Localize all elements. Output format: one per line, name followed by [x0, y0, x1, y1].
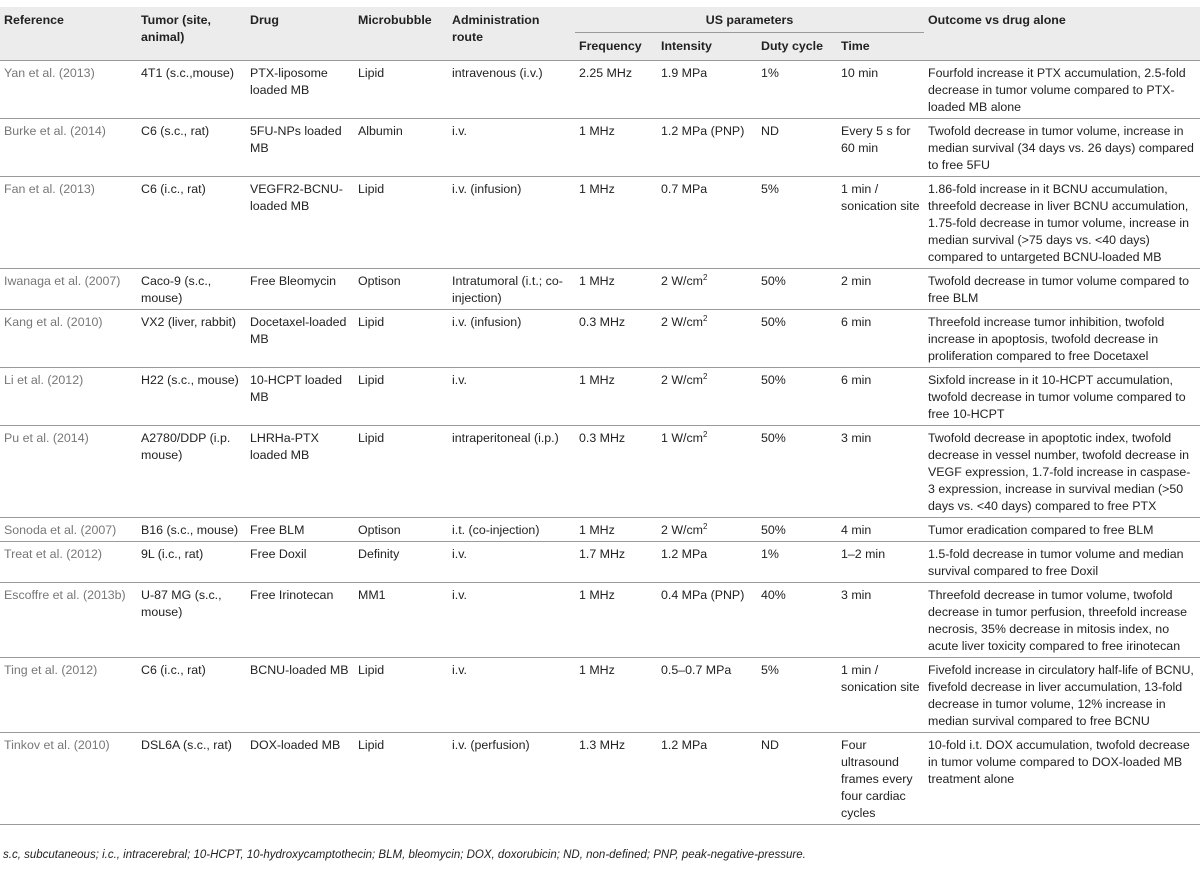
time-cell-text: 10 min — [841, 66, 879, 80]
frequency-cell — [575, 119, 657, 177]
tumor-cell-text: 9L (i.c., rat) — [141, 547, 204, 561]
time-cell-text: 6 min — [841, 315, 872, 329]
outcome-cell — [924, 177, 1200, 269]
header-outcome: Outcome vs drug alone — [924, 7, 1200, 61]
tumor-cell — [137, 426, 246, 518]
microbubble-cell-text: Lipid — [358, 373, 385, 387]
reference-cell — [0, 518, 137, 542]
duty-cycle-cell-text: 40% — [761, 588, 786, 602]
tumor-cell — [137, 310, 246, 368]
time-cell — [837, 542, 924, 583]
duty-cycle-cell-text: 1% — [761, 547, 779, 561]
drug-cell — [246, 733, 354, 825]
frequency-cell — [575, 61, 657, 119]
outcome-cell — [924, 542, 1200, 583]
route-cell-text: i.v. — [452, 547, 467, 561]
outcome-cell — [924, 583, 1200, 658]
reference-cell — [0, 177, 137, 269]
route-cell — [448, 368, 575, 426]
outcome-cell-text: 10-fold i.t. DOX accumulation, twofold decrease in tumor volume compared to DOX-loaded MB treatment alone — [928, 738, 1190, 786]
microbubble-cell-text: Definity — [358, 547, 400, 561]
table-row — [0, 269, 1200, 310]
tumor-cell — [137, 119, 246, 177]
drug-cell — [246, 119, 354, 177]
frequency-cell — [575, 177, 657, 269]
frequency-cell-text: 1.3 MHz — [579, 738, 626, 752]
tumor-cell — [137, 177, 246, 269]
drug-cell-text: Free BLM — [250, 523, 305, 537]
intensity-cell-text: 1.2 MPa — [661, 547, 708, 561]
frequency-cell — [575, 426, 657, 518]
microbubble-cell-text: Albumin — [358, 124, 403, 138]
time-cell-text: Every 5 s for 60 min — [841, 124, 911, 155]
tumor-cell-text: H22 (s.c., mouse) — [141, 373, 239, 387]
reference-cell — [0, 119, 137, 177]
drug-cell-text: LHRHa-PTX loaded MB — [250, 431, 319, 462]
frequency-cell — [575, 583, 657, 658]
frequency-cell-text: 1 MHz — [579, 588, 615, 602]
tumor-cell — [137, 368, 246, 426]
reference-cell-text: Kang et al. (2010) — [4, 315, 103, 329]
microbubble-cell — [354, 177, 448, 269]
reference-cell-text: Pu et al. (2014) — [4, 431, 89, 445]
duty-cycle-cell — [757, 583, 837, 658]
intensity-cell — [657, 269, 757, 310]
time-cell — [837, 177, 924, 269]
tumor-cell-text: C6 (s.c., rat) — [141, 124, 210, 138]
intensity-cell — [657, 426, 757, 518]
microbubble-cell — [354, 733, 448, 825]
intensity-cell — [657, 61, 757, 119]
time-cell — [837, 583, 924, 658]
drug-cell — [246, 658, 354, 733]
microbubble-cell — [354, 518, 448, 542]
route-cell-text: Intratumoral (i.t.; co-injection) — [452, 274, 563, 305]
duty-cycle-cell-text: ND — [761, 124, 779, 138]
outcome-cell-text: Fourfold increase it PTX accumulation, 2.5-fold decrease in tumor volume compared to PTX-loaded MB alone — [928, 66, 1186, 114]
reference-cell — [0, 583, 137, 658]
outcome-cell-text: 1.86-fold increase in it BCNU accumulation, threefold decrease in liver BCNU accumulation, 1.75-fold decrease in tumor volume, increase in median survival (>75 days vs. <40 days) compared to untargeted BCNU-loaded MB — [928, 182, 1190, 264]
drug-cell — [246, 177, 354, 269]
outcome-cell-text: 1.5-fold decrease in tumor volume and median survival compared to free Doxil — [928, 547, 1184, 578]
frequency-cell-text: 0.3 MHz — [579, 431, 626, 445]
time-cell-text: 1 min / sonication site — [841, 663, 920, 694]
reference-cell — [0, 733, 137, 825]
route-cell-text: i.v. — [452, 373, 467, 387]
time-cell — [837, 269, 924, 310]
duty-cycle-cell-text: 50% — [761, 373, 786, 387]
tumor-cell-text: A2780/DDP (i.p. mouse) — [141, 431, 231, 462]
microbubble-cell — [354, 61, 448, 119]
table-row — [0, 426, 1200, 518]
outcome-cell-text: Twofold decrease in tumor volume, increase in median survival (34 days vs. 26 days) compared to free 5FU — [928, 124, 1194, 172]
tumor-cell — [137, 269, 246, 310]
table-row — [0, 310, 1200, 368]
tumor-cell-text: C6 (i.c., rat) — [141, 663, 206, 677]
route-cell-text: i.t. (co-injection) — [452, 523, 540, 537]
reference-cell-text: Treat et al. (2012) — [4, 547, 103, 561]
outcome-cell — [924, 658, 1200, 733]
intensity-cell — [657, 658, 757, 733]
drug-cell — [246, 426, 354, 518]
intensity-cell-text: 1.2 MPa — [661, 738, 708, 752]
route-cell-text: i.v. (perfusion) — [452, 738, 530, 752]
duty-cycle-cell — [757, 368, 837, 426]
route-cell — [448, 518, 575, 542]
reference-cell-text: Ting et al. (2012) — [4, 663, 98, 677]
drug-cell-text: BCNU-loaded MB — [250, 663, 349, 677]
duty-cycle-cell — [757, 426, 837, 518]
reference-cell — [0, 542, 137, 583]
tumor-cell-text: DSL6A (s.c., rat) — [141, 738, 232, 752]
intensity-cell-text: 2 W/cm — [661, 274, 703, 288]
intensity-cell — [657, 119, 757, 177]
table-row — [0, 368, 1200, 426]
drug-cell-text: 10-HCPT loaded MB — [250, 373, 343, 404]
reference-cell-text: Tinkov et al. (2010) — [4, 738, 110, 752]
route-cell — [448, 426, 575, 518]
reference-cell — [0, 658, 137, 733]
intensity-cell-text: 2 W/cm — [661, 315, 703, 329]
route-cell-text: i.v. — [452, 663, 467, 677]
drug-cell-text: Free Doxil — [250, 547, 307, 561]
tumor-cell — [137, 583, 246, 658]
reference-cell-text: Iwanaga et al. (2007) — [4, 274, 121, 288]
reference-cell — [0, 269, 137, 310]
header-intensity: Intensity — [657, 33, 757, 61]
outcome-cell — [924, 269, 1200, 310]
microbubble-cell — [354, 426, 448, 518]
microbubble-cell-text: Lipid — [358, 315, 385, 329]
intensity-cell-text: 1.9 MPa — [661, 66, 708, 80]
frequency-cell — [575, 368, 657, 426]
duty-cycle-cell — [757, 61, 837, 119]
intensity-cell — [657, 310, 757, 368]
reference-cell-text: Yan et al. (2013) — [4, 66, 95, 80]
route-cell — [448, 733, 575, 825]
duty-cycle-cell-text: 5% — [761, 182, 779, 196]
outcome-cell — [924, 733, 1200, 825]
outcome-cell-text: Threefold increase tumor inhibition, twofold increase in apoptosis, twofold decrease in proliferation compared to free Docetaxel — [928, 315, 1165, 363]
tumor-cell — [137, 658, 246, 733]
intensity-superscript: 2 — [703, 371, 708, 381]
table-row — [0, 733, 1200, 825]
header-tumor: Tumor (site, animal) — [137, 7, 246, 61]
microbubble-cell — [354, 658, 448, 733]
time-cell — [837, 733, 924, 825]
table-row — [0, 518, 1200, 542]
drug-cell-text: 5FU-NPs loaded MB — [250, 124, 342, 155]
intensity-cell-text: 0.7 MPa — [661, 182, 708, 196]
outcome-cell — [924, 518, 1200, 542]
tumor-cell-text: VX2 (liver, rabbit) — [141, 315, 237, 329]
microbubble-cell-text: Lipid — [358, 182, 385, 196]
duty-cycle-cell-text: 50% — [761, 431, 786, 445]
table-body — [0, 61, 1200, 825]
duty-cycle-cell-text: 50% — [761, 523, 786, 537]
intensity-cell-text: 1.2 MPa (PNP) — [661, 124, 745, 138]
duty-cycle-cell — [757, 733, 837, 825]
outcome-cell-text: Twofold decrease in apoptotic index, twofold decrease in vessel number, twofold decrease in VEGF expression, 1.7-fold increase in caspase-3 expression, increase in survival median (>50 days vs. <40 days) compared to free PTX — [928, 431, 1191, 513]
time-cell — [837, 658, 924, 733]
time-cell-text: 3 min — [841, 431, 872, 445]
intensity-cell-text: 2 W/cm — [661, 523, 703, 537]
frequency-cell — [575, 733, 657, 825]
intensity-cell — [657, 177, 757, 269]
table-row — [0, 177, 1200, 269]
table-row — [0, 119, 1200, 177]
frequency-cell-text: 1 MHz — [579, 373, 615, 387]
frequency-cell — [575, 269, 657, 310]
table-row — [0, 542, 1200, 583]
time-cell-text: 1–2 min — [841, 547, 886, 561]
route-cell-text: intraperitoneal (i.p.) — [452, 431, 559, 445]
frequency-cell — [575, 518, 657, 542]
outcome-cell-text: Tumor eradication compared to free BLM — [928, 523, 1154, 537]
header-route: Administration route — [448, 7, 575, 61]
time-cell — [837, 368, 924, 426]
microbubble-cell — [354, 119, 448, 177]
route-cell — [448, 310, 575, 368]
time-cell-text: 6 min — [841, 373, 872, 387]
intensity-cell — [657, 542, 757, 583]
duty-cycle-cell — [757, 119, 837, 177]
intensity-cell — [657, 368, 757, 426]
reference-cell-text: Escoffre et al. (2013b) — [4, 588, 126, 602]
intensity-cell — [657, 733, 757, 825]
microbubble-cell — [354, 542, 448, 583]
frequency-cell — [575, 310, 657, 368]
route-cell — [448, 542, 575, 583]
route-cell-text: intravenous (i.v.) — [452, 66, 543, 80]
microbubble-cell — [354, 583, 448, 658]
table-row — [0, 583, 1200, 658]
route-cell — [448, 177, 575, 269]
duty-cycle-cell — [757, 518, 837, 542]
frequency-cell-text: 1 MHz — [579, 523, 615, 537]
time-cell-text: 1 min / sonication site — [841, 182, 920, 213]
duty-cycle-cell-text: 5% — [761, 663, 779, 677]
header-microbubble: Microbubble — [354, 7, 448, 61]
route-cell-text: i.v. (infusion) — [452, 315, 522, 329]
header-duty-cycle: Duty cycle — [757, 33, 837, 61]
frequency-cell — [575, 542, 657, 583]
duty-cycle-cell-text: 1% — [761, 66, 779, 80]
drug-cell — [246, 269, 354, 310]
route-cell-text: i.v. (infusion) — [452, 182, 522, 196]
drug-cell — [246, 583, 354, 658]
drug-cell — [246, 61, 354, 119]
tumor-cell — [137, 733, 246, 825]
reference-cell — [0, 61, 137, 119]
header-us-parameters-label: US parameters — [705, 13, 794, 27]
table-row — [0, 61, 1200, 119]
time-cell — [837, 426, 924, 518]
route-cell — [448, 658, 575, 733]
microbubble-cell-text: Optison — [358, 523, 401, 537]
frequency-cell-text: 2.25 MHz — [579, 66, 633, 80]
header-frequency: Frequency — [575, 33, 657, 61]
drug-cell — [246, 542, 354, 583]
reference-cell-text: Sonoda et al. (2007) — [4, 523, 117, 537]
microbubble-cell-text: Lipid — [358, 431, 385, 445]
reference-cell — [0, 368, 137, 426]
tumor-cell — [137, 542, 246, 583]
microbubble-cell-text: Lipid — [358, 738, 385, 752]
drug-cell-text: DOX-loaded MB — [250, 738, 341, 752]
duty-cycle-cell-text: ND — [761, 738, 779, 752]
outcome-cell-text: Sixfold increase in it 10-HCPT accumulation, twofold decrease in tumor volume compared to free 10-HCPT — [928, 373, 1186, 421]
outcome-cell — [924, 119, 1200, 177]
drug-cell-text: Free Irinotecan — [250, 588, 334, 602]
duty-cycle-cell — [757, 269, 837, 310]
frequency-cell-text: 1.7 MHz — [579, 547, 626, 561]
microbubble-cell — [354, 368, 448, 426]
outcome-cell — [924, 368, 1200, 426]
frequency-cell — [575, 658, 657, 733]
time-cell — [837, 119, 924, 177]
drug-cell-text: VEGFR2-BCNU- loaded MB — [250, 182, 343, 213]
reference-cell-text: Burke et al. (2014) — [4, 124, 106, 138]
time-cell — [837, 61, 924, 119]
outcome-cell-text: Fivefold increase in circulatory half-life of BCNU, fivefold decrease in liver accumulation, 13-fold decrease in tumor volume, 12% increase in median survival compared to free BCNU — [928, 663, 1194, 728]
duty-cycle-cell — [757, 310, 837, 368]
frequency-cell-text: 1 MHz — [579, 182, 615, 196]
intensity-superscript: 2 — [703, 313, 708, 323]
time-cell-text: Four ultrasound frames every four cardiac cycles — [841, 738, 913, 820]
tumor-cell-text: Caco-9 (s.c., mouse) — [141, 274, 212, 305]
frequency-cell-text: 0.3 MHz — [579, 315, 626, 329]
frequency-cell-text: 1 MHz — [579, 124, 615, 138]
route-cell — [448, 583, 575, 658]
intensity-cell-text: 0.4 MPa (PNP) — [661, 588, 745, 602]
microbubble-cell — [354, 310, 448, 368]
microbubble-cell — [354, 269, 448, 310]
table-footnote: s.c, subcutaneous; i.c., intracerebral; 10-HCPT, 10-hydroxycamptothecin; BLM, bleomycin; DOX, doxorubicin; ND, non-defined; PNP, peak-negative-pressure. — [3, 849, 806, 861]
frequency-cell-text: 1 MHz — [579, 663, 615, 677]
tumor-cell — [137, 61, 246, 119]
duty-cycle-cell-text: 50% — [761, 315, 786, 329]
duty-cycle-cell — [757, 658, 837, 733]
frequency-cell-text: 1 MHz — [579, 274, 615, 288]
time-cell-text: 2 min — [841, 274, 872, 288]
header-us-parameters — [575, 7, 924, 33]
drug-cell — [246, 310, 354, 368]
intensity-cell — [657, 583, 757, 658]
intensity-cell — [657, 518, 757, 542]
route-cell-text: i.v. — [452, 588, 467, 602]
time-cell-text: 4 min — [841, 523, 872, 537]
microbubble-cell-text: Optison — [358, 274, 401, 288]
intensity-superscript: 2 — [703, 521, 708, 531]
time-cell — [837, 310, 924, 368]
time-cell — [837, 518, 924, 542]
intensity-cell-text: 0.5–0.7 MPa — [661, 663, 732, 677]
outcome-cell — [924, 310, 1200, 368]
intensity-cell-text: 1 W/cm — [661, 431, 703, 445]
data-table — [0, 7, 1200, 825]
header-drug: Drug — [246, 7, 354, 61]
tumor-cell-text: C6 (i.c., rat) — [141, 182, 206, 196]
drug-cell — [246, 368, 354, 426]
tumor-cell-text: 4T1 (s.c.,mouse) — [141, 66, 234, 80]
intensity-cell-text: 2 W/cm — [661, 373, 703, 387]
route-cell-text: i.v. — [452, 124, 467, 138]
drug-cell-text: Docetaxel-loaded MB — [250, 315, 347, 346]
route-cell — [448, 61, 575, 119]
tumor-cell — [137, 518, 246, 542]
intensity-superscript: 2 — [703, 272, 708, 282]
table-header — [0, 7, 1200, 61]
drug-cell-text: Free Bleomycin — [250, 274, 337, 288]
route-cell — [448, 119, 575, 177]
reference-cell — [0, 426, 137, 518]
microbubble-cell-text: MM1 — [358, 588, 386, 602]
duty-cycle-cell — [757, 542, 837, 583]
outcome-cell-text: Threefold decrease in tumor volume, twofold decrease in tumor perfusion, threefold increase necrosis, 35% decrease in mitosis index, no acute liver toxicity compared to free irinotecan — [928, 588, 1188, 653]
tumor-cell-text: B16 (s.c., mouse) — [141, 523, 239, 537]
header-reference: Reference — [0, 7, 137, 61]
intensity-superscript: 2 — [703, 429, 708, 439]
tumor-cell-text: U-87 MG (s.c., mouse) — [141, 588, 222, 619]
route-cell — [448, 269, 575, 310]
outcome-cell — [924, 426, 1200, 518]
table-row — [0, 658, 1200, 733]
reference-cell — [0, 310, 137, 368]
reference-cell-text: Fan et al. (2013) — [4, 182, 95, 196]
microbubble-cell-text: Lipid — [358, 663, 385, 677]
drug-cell — [246, 518, 354, 542]
reference-cell-text: Li et al. (2012) — [4, 373, 84, 387]
outcome-cell-text: Twofold decrease in tumor volume compared to free BLM — [928, 274, 1190, 305]
outcome-cell — [924, 61, 1200, 119]
microbubble-cell-text: Lipid — [358, 66, 385, 80]
duty-cycle-cell — [757, 177, 837, 269]
drug-cell-text: PTX-liposome loaded MB — [250, 66, 328, 97]
time-cell-text: 3 min — [841, 588, 872, 602]
header-time: Time — [837, 33, 924, 61]
duty-cycle-cell-text: 50% — [761, 274, 786, 288]
